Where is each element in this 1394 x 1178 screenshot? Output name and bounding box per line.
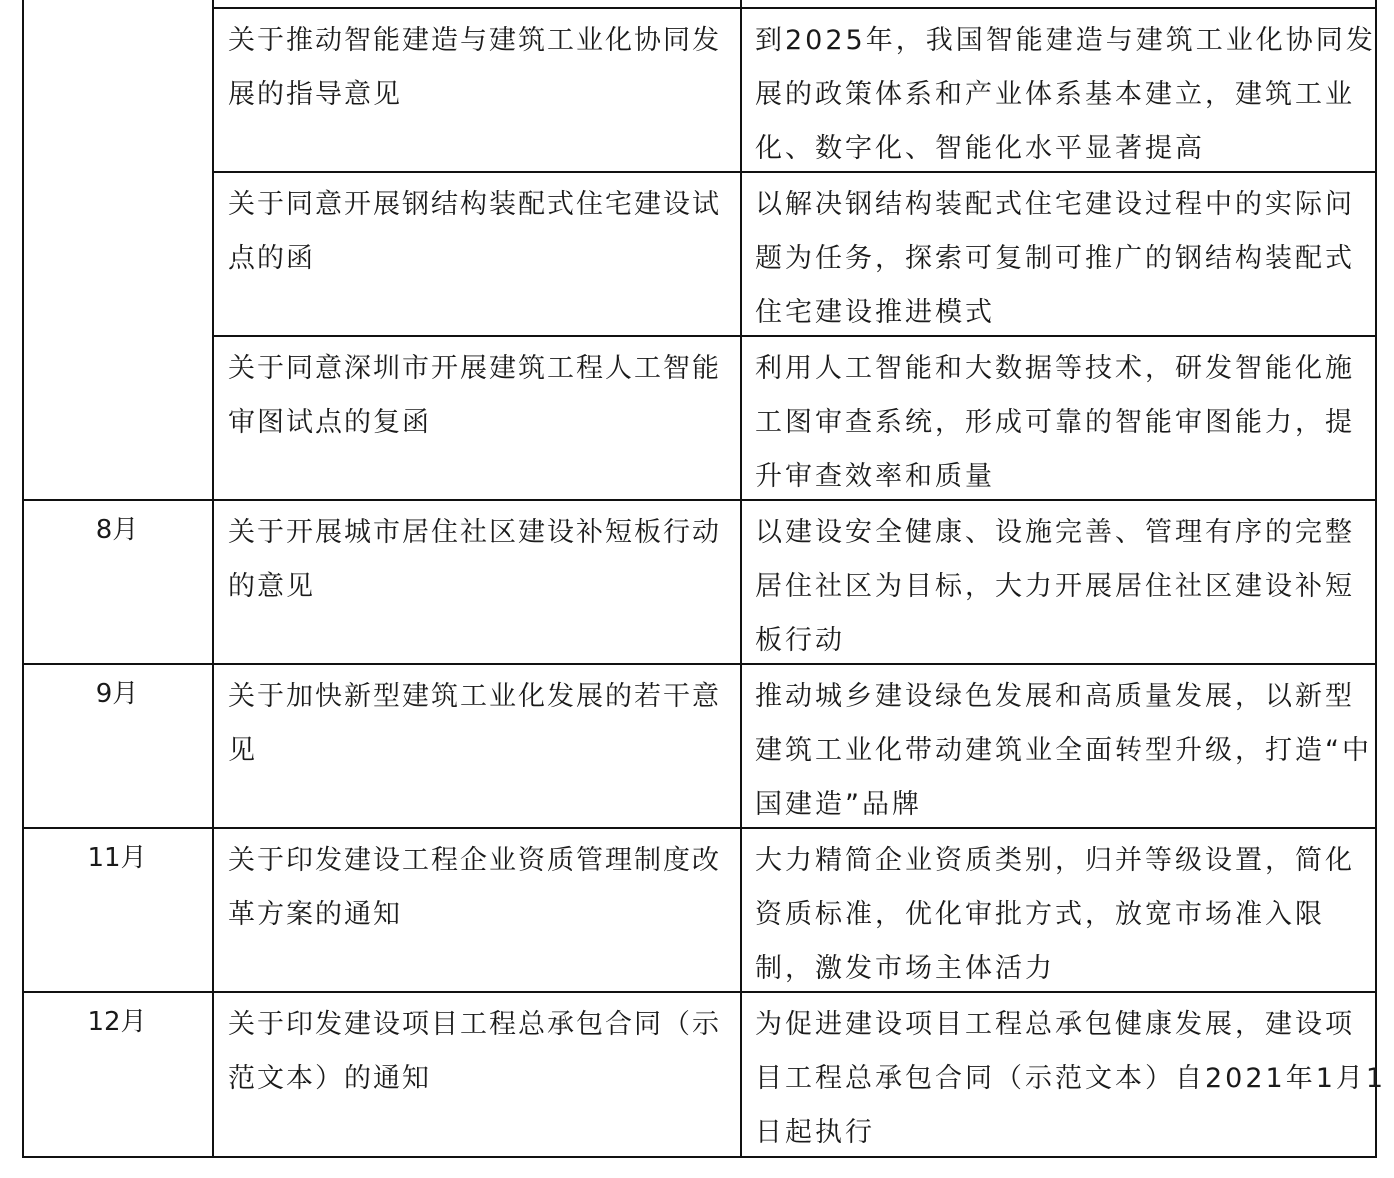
column-divider xyxy=(740,0,742,1158)
policy-title-cell xyxy=(228,506,721,614)
policy-title-cell xyxy=(228,998,721,1106)
policy-description-line: 为促进建设项目工程总承包健康发展，建设项 xyxy=(755,1009,1355,1040)
policy-title-line: 关于加快新型建筑工业化发展的若干意 xyxy=(228,681,721,712)
policy-description-line: 题为任务，探索可复制可推广的钢结构装配式 xyxy=(755,243,1355,274)
policy-title-cell xyxy=(228,178,721,286)
month-cell xyxy=(22,503,212,557)
policy-title-line: 见 xyxy=(228,735,257,766)
month-label: 9月 xyxy=(95,679,139,709)
month-cell xyxy=(22,995,212,1049)
policy-title-cell xyxy=(228,834,721,942)
policy-title-line: 关于开展城市居住社区建设补短板行动 xyxy=(228,517,721,548)
policy-description-line: 制，激发市场主体活力 xyxy=(755,953,1055,984)
policy-description-line: 日起执行 xyxy=(755,1117,875,1148)
policy-description-line: 化、数字化、智能化水平显著提高 xyxy=(755,133,1205,164)
policy-description-line: 升审查效率和质量 xyxy=(755,461,995,492)
policy-description-line: 建筑工业化带动建筑业全面转型升级，打造“中 xyxy=(755,735,1372,766)
policy-title-line: 点的函 xyxy=(228,243,315,274)
policy-description-line: 推动城乡建设绿色发展和高质量发展，以新型 xyxy=(755,681,1355,712)
policy-description-line: 到2025年，我国智能建造与建筑工业化协同发 xyxy=(755,25,1376,56)
policy-description-cell xyxy=(755,506,1355,668)
policy-title-line: 关于同意开展钢结构装配式住宅建设试 xyxy=(228,189,721,220)
policy-description-cell xyxy=(755,14,1376,176)
policy-title-line: 革方案的通知 xyxy=(228,899,402,930)
policy-description-line: 资质标准，优化审批方式，放宽市场准入限 xyxy=(755,899,1325,930)
policy-description-line: 展的政策体系和产业体系基本建立，建筑工业 xyxy=(755,79,1355,110)
policy-title-line: 的意见 xyxy=(228,571,315,602)
policy-title-cell xyxy=(228,670,721,778)
policy-description-line: 居住社区为目标，大力开展居住社区建设补短 xyxy=(755,571,1355,602)
policy-description-line: 目工程总承包合同（示范文本）自2021年1月1 xyxy=(755,1063,1387,1094)
month-label: 8月 xyxy=(95,515,139,545)
row-divider xyxy=(212,7,1377,9)
policy-description-line: 板行动 xyxy=(755,625,845,656)
policy-description-line: 工图审查系统，形成可靠的智能审图能力，提 xyxy=(755,407,1355,438)
policy-description-line: 大力精简企业资质类别，归并等级设置，简化 xyxy=(755,845,1355,876)
policy-title-cell xyxy=(228,342,721,450)
policy-description-line: 以解决钢结构装配式住宅建设过程中的实际问 xyxy=(755,189,1355,220)
policy-title-line: 关于同意深圳市开展建筑工程人工智能 xyxy=(228,353,721,384)
month-label: 11月 xyxy=(87,843,147,873)
policy-description-cell xyxy=(755,834,1355,996)
policy-title-line: 展的指导意见 xyxy=(228,79,402,110)
policy-title-line: 关于印发建设项目工程总承包合同（示 xyxy=(228,1009,721,1040)
policy-title-line: 关于推动智能建造与建筑工业化协同发 xyxy=(228,25,721,56)
column-divider xyxy=(212,0,214,1158)
month-label: 12月 xyxy=(87,1007,147,1037)
month-cell xyxy=(22,667,212,721)
policy-title-line: 审图试点的复函 xyxy=(228,407,431,438)
policy-title-line: 关于印发建设工程企业资质管理制度改 xyxy=(228,845,721,876)
policy-description-cell xyxy=(755,178,1355,340)
month-cell xyxy=(22,831,212,885)
policy-description-line: 国建造”品牌 xyxy=(755,789,922,820)
policy-title-line: 范文本）的通知 xyxy=(228,1063,431,1094)
policy-title-cell xyxy=(228,14,721,122)
table-border-left xyxy=(22,0,24,1158)
policy-description-line: 利用人工智能和大数据等技术，研发智能化施 xyxy=(755,353,1355,384)
policy-description-line: 以建设安全健康、设施完善、管理有序的完整 xyxy=(755,517,1355,548)
policy-description-cell xyxy=(755,342,1355,504)
policy-description-cell xyxy=(755,998,1386,1160)
policy-description-line: 住宅建设推进模式 xyxy=(755,297,995,328)
policy-description-cell xyxy=(755,670,1372,832)
